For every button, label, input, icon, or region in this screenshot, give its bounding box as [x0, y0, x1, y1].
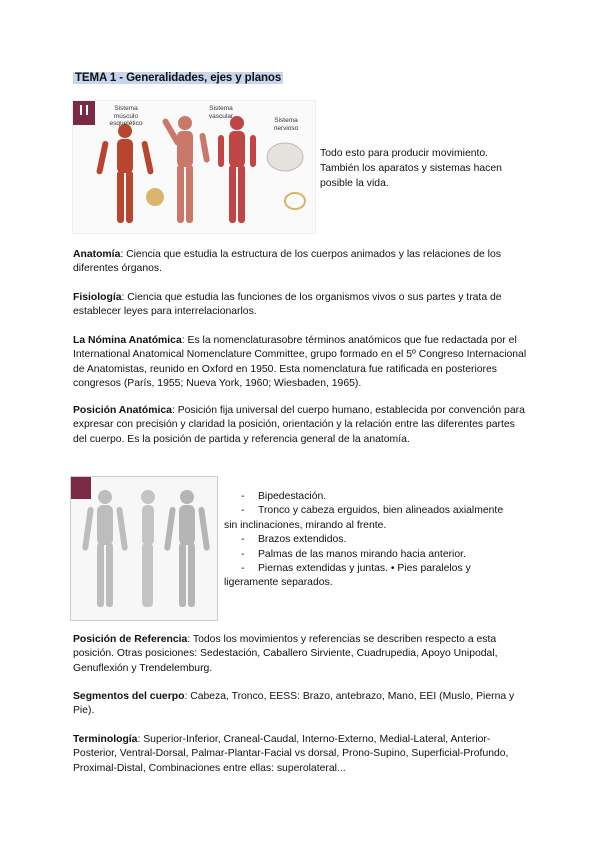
term-referencia: Posición de Referencia	[73, 634, 188, 645]
brain-illustration	[267, 143, 305, 209]
list-item-text: Piernas extendidas y juntas. • Pies paralelos y	[258, 563, 471, 575]
figure-side	[141, 490, 155, 607]
paragraph-segmentos	[73, 690, 531, 719]
list-item-text: Brazos extendidos.	[258, 534, 347, 546]
paragraph-fisiologia	[73, 291, 531, 320]
list-dash: -	[241, 505, 245, 517]
term-posicion: Posición Anatómica	[73, 405, 172, 416]
list-item-text: Tronco y cabeza erguidos, bien alineados axialmente	[258, 505, 504, 517]
list-dash: -	[241, 534, 245, 546]
definition-anatomia: : Ciencia que estudia la estructura de los cuerpos animados y las relaciones de los diferentes órganos.	[73, 249, 501, 275]
figure-front	[82, 490, 128, 607]
figure-label-musculoskeletal: Sistema músculo esquelético	[109, 105, 143, 127]
term-terminologia: Terminología	[73, 734, 138, 745]
anatomical-position-figure	[70, 476, 218, 621]
term-segmentos: Segmentos del cuerpo	[73, 691, 185, 702]
paragraph-posicion	[73, 404, 531, 447]
list-item	[224, 562, 524, 576]
list-item	[224, 490, 524, 504]
anatomical-position-list	[224, 490, 524, 591]
vascular-figure	[161, 116, 210, 223]
definition-fisiologia: : Ciencia que estudia las funciones de los organismos vivos o sus partes y trata de establecer leyes para interrelacionarlos.	[73, 292, 502, 318]
list-item-text: Palmas de las manos mirando hacia anterior.	[258, 548, 466, 560]
anatomical-position-illustration	[71, 477, 217, 620]
definition-posicion: : Posición fija universal del cuerpo humano, establecida por convención para expresar con precisión y claridad la posición, orientación y la relación entre las diferentes partes del cuerpo. Es la posición de partida y referencia general de la anatomía.	[73, 405, 525, 445]
definition-terminologia: : Superior-Inferior, Craneal-Caudal, Interno-Externo, Medial-Lateral, Anterior-Posterior, Ventral-Dorsal, Palmar-Plantar-Facial vs dorsal, Prono-Supino, Superficial-Profundo, Proximal-Distal, Combinaciones entre ellas: superolateral...	[73, 734, 509, 774]
term-fisiologia: Fisiología	[73, 292, 122, 303]
definition-referencia: : Todos los movimientos y referencias se describen respecto a esta posición. Otras posiciones: Sedestación, Caballero Sirviente, Cuadrupedia, Apoyo Unipodal, Genuflexión y Trendelemburg.	[73, 634, 498, 674]
figure-label-vascular: Sistema vascular	[208, 105, 234, 120]
list-item-continuation: sin inclinaciones, mirando al frente.	[224, 519, 387, 531]
skeleton-detail	[146, 188, 164, 206]
list-item	[224, 548, 524, 562]
term-nomina: La Nómina Anatómica	[73, 335, 182, 346]
figure-back	[164, 490, 210, 607]
list-item-text: Bipedestación.	[258, 491, 327, 502]
paragraph-referencia	[73, 633, 531, 676]
paragraph-anatomia	[73, 248, 531, 277]
document-title: TEMA 1 - Generalidades, ejes y planos	[75, 72, 282, 84]
list-dash: -	[241, 563, 245, 575]
list-item-continuation: ligeramente separados.	[224, 577, 333, 589]
definition-nomina: : Es la nomenclaturasobre términos anatómicos que fue redactada por el International Anatomical Nomenclature Committee, grupo formado en el 5º Congreso Internacional de Anatomistas, reunido en Oxford en 1950. Esta nomenclatura fue ratificada en posteriores congresos (París, 1955; Nueva York, 1960; Wiesbaden, 1965).	[73, 335, 527, 390]
paragraph-terminologia	[73, 733, 531, 776]
figure-caption: Todo esto para producir movimiento. También los aparatos y sistemas hacen posible la vida.	[320, 148, 502, 189]
list-item	[224, 533, 524, 547]
paragraph-nomina	[73, 334, 531, 392]
list-dash: -	[241, 548, 245, 560]
definition-segmentos: : Cabeza, Tronco, EESS: Brazo, antebrazo, Mano, EEI (Muslo, Pierna y Pie).	[73, 691, 515, 717]
nervous-figure	[218, 116, 256, 223]
list-item	[224, 504, 524, 518]
list-dash: -	[241, 491, 245, 502]
term-anatomia: Anatomía	[73, 249, 121, 260]
figure-label-nervous: Sistema nervioso	[273, 117, 299, 132]
body-systems-figure	[72, 100, 316, 234]
muscular-figure	[96, 124, 154, 223]
